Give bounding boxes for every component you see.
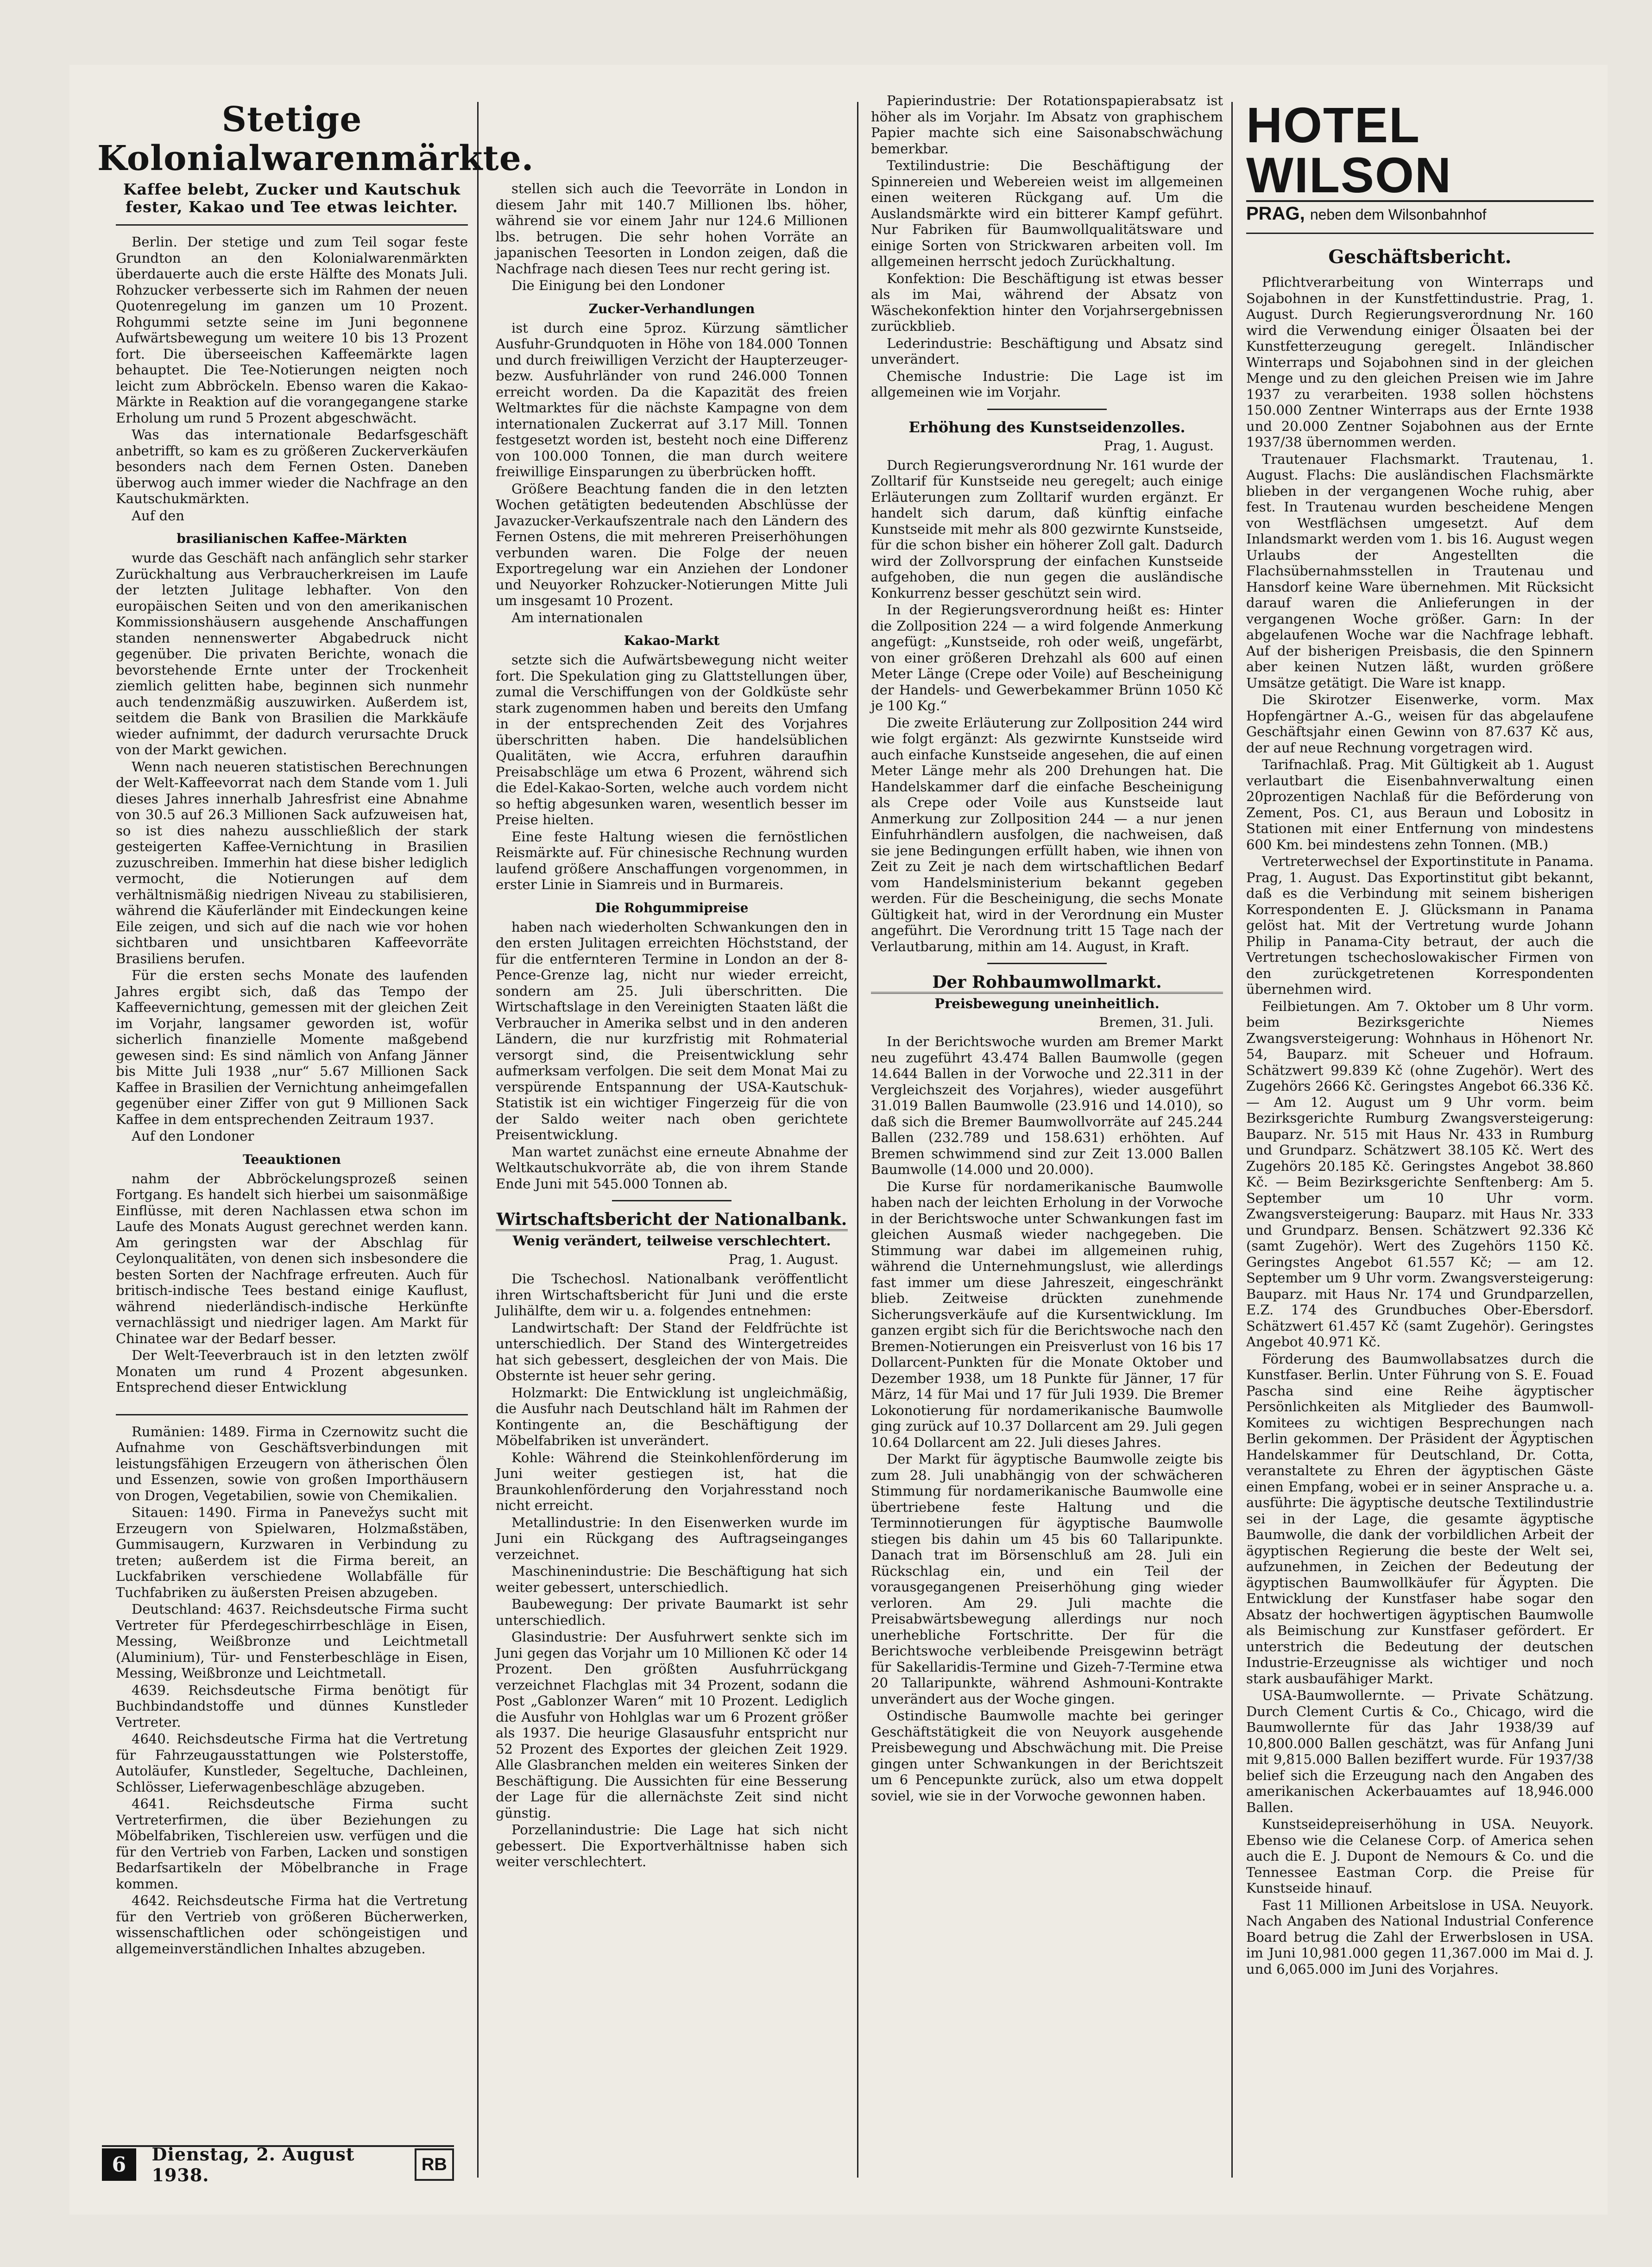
page-footer (102, 2144, 454, 2185)
paragraph: wurde das Geschäft nach anfänglich sehr starker Zurückhaltung aus Verbraucherkreisen im Laufe der letzten Julitage lebhafter. Von den europäischen Seiten und von den amerikanischen Kommissionshäusern ausgehende Anschaffungen standen nennenswerter Abgabedruck nicht gegenüber. Die privaten Berichte, wonach die bevorstehende Ernte unter der Trockenheit ziemlich gelitten habe, beginnen sich nunmehr auch tendenzmäßig auszuwirken. Außerdem ist, seitdem die Bank von Brasilien die Markkäufe wieder aufnimmt, der dadurch verursachte Druck von der Markt gewichen. (116, 550, 468, 758)
section-title: Erhöhung des Kunstseidenzolles. (908, 418, 1185, 436)
paragraph: Die zweite Erläuterung zur Zollposition 244 wird wie folgt ergänzt: Als gezwirnte Kunstseide wird auch einfache Kunstseide angesehen, die auf einen Meter Länge mehr als 200 Drehungen hat. Die Handelskammer darf die einfache Bescheinigung als Crepe oder Voile aus Kunstseide laut Anmerkung zur Zollposition 244 — a nur jenen Einfuhrhändlern ausfolgen, die nachweisen, daß sie jene Bedingungen erfüllt haben, wie ihnen von Zeit zu Zeit je nach dem wirtschaftlichen Bedarf vom Handelsministerium bekannt gegeben werden. Für die Bescheinigung, die sechs Monate Gültigkeit hat, wird in der Verordnung ein Muster angeführt. Die Verordnung tritt 15 Tage nach der Verlautbarung, mithin am 14. August, in Kraft. (871, 714, 1223, 954)
section-title: Wirtschaftsbericht der Nationalbank. (496, 1210, 848, 1231)
divider (1246, 233, 1594, 234)
paragraph: Baubewegung: Der private Baumarkt ist sehr unterschiedlich. (496, 1596, 848, 1628)
paragraph: nahm der Abbröckelungsprozeß seinen Fortgang. Es handelt sich hierbei um saisonmäßige Einflüsse, mit deren Nachlassen etwa schon im Laufe des Monats August gerechnet werden kann. Am geringsten war der Abschlag für Ceylonqualitäten, von denen sich insbesondere die besten Sorten der Nachfrage erfreuten. Auch für britisch-indische Tees bestand einige Kauflust, während niederländisch-indische Herkünfte vernachlässigt und niedriger lagen. Am Markt für Chinatee war der Bedarf besser. (116, 1170, 468, 1346)
article-subtitle: Kaffee belebt, Zucker und Kautschuk fester, Kakao und Tee etwas leichter. (123, 180, 461, 216)
paragraph: Feilbietungen. Am 7. Oktober um 8 Uhr vorm. beim Bezirksgerichte Niemes Zwangsversteigerung: Wohnhaus in Höhenort Nr. 54, Bauparz. mit Scheuer und Hofraum. Schätzwert 99.839 Kč (ohne Zugehör). Wert des Zugehörs 2666 Kč. Geringstes Angebot 66.336 Kč. — Am 12. August um 9 Uhr vorm. beim Bezirksgerichte Rumburg Zwangsversteigerung: Bauparz. Nr. 515 mit Haus Nr. 433 in Rumburg und Grundparz. Schätzwert 38.105 Kč. Wert des Zugehörs 20.185 Kč. Geringstes Angebot 38.860 Kč. — Beim Bezirksgerichte Senftenberg: Am 5. September um 10 Uhr vorm. Zwangsversteigerung: Bauparz. mit Haus Nr. 333 und Grundparz. Bensen. Schätzwert 92.336 Kč (samt Zugehör). Wert des Zugehörs 1150 Kč. Geringstes Angebot 61.557 Kč; — am 12. September um 9 Uhr vorm. Zwangsversteigerung: Bauparz. mit Haus Nr. 174 und Grundparzellen, E.Z. 174 des Grundbuches Ober-Ebersdorf. Schätzwert 61.457 Kč (samt Zugehör). Geringstes Angebot 40.971 Kč. (1246, 998, 1594, 1350)
paragraph: Wenn nach neueren statistischen Berechnungen der Welt-Kaffeevorrat nach dem Stande vom 1. Juli dieses Jahres innerhalb Jahresfrist eine Abnahme von 30.5 auf 26.3 Millionen Sack aufzuweisen hat, so ist dies nahezu ausschließlich der stark gesteigerten Kaffee-Vernichtung in Brasilien zuzuschreiben. Immerhin hat diese bisher lediglich vermocht, die Notierungen auf dem verhältnismäßig niedrigen Niveau zu stabilisieren, während die Käuferländer mit Eindeckungen keine Eile zeigen, und sich auf die nach wie vor hohen sichtbaren und unsichtbaren Kaffeevorräte Brasiliens berufen. (116, 758, 468, 966)
article-title: Stetige Kolonialwarenmärkte. (97, 100, 534, 178)
paragraph: Auf den Londoner (132, 1128, 254, 1144)
section-subtitle: Preisbewegung uneinheitlich. (934, 996, 1160, 1011)
publisher-logo: RB (415, 2148, 454, 2181)
trade-notice: 4641. Reichsdeutsche Firma sucht Vertreterfirmen, die über Beziehungen zu Möbelfabriken, Tischlereien usw. verfügen und die für den Vertrieb von Farben, Lacken und sonstigen Bedarfsartikeln der Möbelbranche in Frage kommen. (116, 1796, 468, 1892)
dateline: Prag, 1. August. (728, 1251, 839, 1267)
paragraph: Lederindustrie: Beschäftigung und Absatz sind unverändert. (871, 335, 1223, 367)
trade-notice: Rumänien: 1489. Firma in Czernowitz sucht die Aufnahme von Geschäftsverbindungen mit leistungsfähigen Erzeugern von ätherischen Ölen und Essenzen, sowie von großen Importhäusern von Drogen, Vegetabilien, sowie von Chemikalien. (116, 1423, 468, 1503)
section-title: Der Rohbaumwollmarkt. (871, 972, 1223, 994)
hotel-advertisement (1246, 97, 1594, 224)
subheading: brasilianischen Kaffee-Märkten (177, 531, 407, 546)
paragraph: Porzellanindustrie: Die Lage hat sich nicht gebessert. Die Exportverhältnisse haben sich weiter verschlechtert. (496, 1822, 848, 1869)
paragraph: haben nach wiederholten Schwankungen den in den ersten Julitagen erreichten Höchststand, der für die entfernteren Termine in London an der 8-Pence-Grenze lag, nicht nur wieder erreicht, sondern am 25. Juli überschritten. Die Wirtschaftslage in den Vereinigten Staaten läßt die Verbraucher in Amerika selbst und in den anderen Ländern, die nur kurzfristig mit Rohmaterial versorgt sind, die Preisentwicklung sehr aufmerksam verfolgen. Die seit dem Monat Mai zu verspürende Entspannung der USA-Kautschuk-Statistik ist ein wichtiger Fingerzeig für die von der Saldo weiter nach oben gerichtete Preisentwicklung. (496, 919, 848, 1143)
divider (612, 1200, 731, 1201)
paragraph: Förderung des Baumwollabsatzes durch die Kunstfaser. Berlin. Unter Führung von S. E. Fouad Pascha sind eine Reihe ägyptischer Persönlichkeiten als Mitglieder des Baumwoll-Komitees zu wichtigen Besprechungen nach Berlin gekommen. Der Präsident der Ägyptischen Handelskammer für Deutschland, Dr. Cotta, veranstaltete zu Ehren der ägyptischen Gäste einen Empfang, wobei er in seiner Ansprache u. a. ausführte: Die ägyptische deutsche Textilindustrie sei in der Lage, die gesamte ägyptische Baumwolle, die dank der vorbildlichen Arbeit der ägyptischen Regierung die beste der Welt sei, aufzunehmen, in Zeichen der Bedeutung der ägyptischen Baumwollkäufer für Ägypten. Die Entwicklung der Kunstfaser habe sogar den Absatz der hochwertigen ägyptischen Baumwolle als Beimischung zur Kunstfaser gefördert. Er unterstrich die Bedeutung der deutschen Industrie-Erzeugnisse als wichtiger und noch stark ausbaufähiger Markt. (1246, 1351, 1594, 1686)
paragraph: Größere Beachtung fanden die in den letzten Wochen getätigten bedeutenden Abschlüsse der Javazucker-Verkaufszentrale nach den Ländern des Fernen Ostens, die mit mehreren Preiserhöhungen verbunden waren. Die Folge der neuen Exportregelung war ein Anziehen der Londoner und Neuyorker Rohzucker-Notierungen Mitte Juli um insgesamt 10 Prozent. (496, 480, 848, 608)
paragraph: Textilindustrie: Die Beschäftigung der Spinnereien und Webereien weist im allgemeinen einen weiteren Rückgang auf. Um die Auslandsmärkte wird ein bitterer Kampf geführt. Nur Fabriken für Baumwollqualitätsware und einige Sorten von Strickwaren arbeiten voll. Im allgemeinen herrscht jedoch Zurückhaltung. (871, 158, 1223, 269)
trade-notice: Sitauen: 1490. Firma in Panevežys sucht mit Erzeugern von Spielwaren, Holzmaßstäben, Gummisaugern, Kurzwaren in Verbindung zu treten; außerdem ist die Firma bereit, an Luckfabriken verschiedene Wollabfälle für Tuchfabriken zu äußersten Preisen abzugeben. (116, 1504, 468, 1600)
paragraph: Landwirtschaft: Der Stand der Feldfrüchte ist unterschiedlich. Der Stand des Wintergetreides hat sich gebessert, desgleichen der von Mais. Die Obsternte ist heuer sehr gering. (496, 1320, 848, 1383)
report-title: Geschäftsbericht. (1328, 246, 1512, 268)
paragraph: Die Skirotzer Eisenwerke, vorm. Max Hopfengärtner A.-G., weisen für das abgelaufene Geschäftsjahr einen Gewinn von 87.637 Kč aus, der auf neue Rechnung vorgetragen wird. (1246, 692, 1594, 756)
hotel-tagline: neben dem Wilsonbahnhof (1310, 206, 1487, 223)
paragraph: In der Regierungsverordnung heißt es: Hinter die Zollposition 224 — a wird folgende Anmerkung angefügt: „Kunstseide, roh oder weiß, ungefärbt, von einer größeren Drehzahl als 600 auf einen Meter Länge (Crepe oder Voile) auf Bescheinigung der Handels- und Gewerbekammer Brünn 1050 Kč je 100 Kg.“ (871, 602, 1223, 714)
paragraph: Ostindische Baumwolle machte bei geringer Geschäftstätigkeit die von Neuyork ausgehende Preisbewegung und Abschwächung mit. Die Preise gingen unter Schwankungen in der Berichtszeit um 6 Pencepunkte zurück, also um etwa doppelt soviel, wie sie in der Vorwoche gewonnen haben. (871, 1708, 1223, 1804)
issue-date: Dienstag, 2. August 1938. (151, 2144, 355, 2185)
paragraph: Die Tschechosl. Nationalbank veröffentlicht ihren Wirtschaftsbericht für Juni und die erste Julihälfte, dem wir u. a. folgendes entnehmen: (496, 1271, 848, 1319)
hotel-address (1246, 200, 1594, 224)
column-4 (1246, 97, 1594, 2145)
paragraph: Für die ersten sechs Monate des laufenden Jahres ergibt sich, daß das Tempo der Kaffeevernichtung, gemessen mit der gleichen Zeit im Vorjahr, langsamer geworden ist, wofür sicherlich finanzielle Momente maßgebend gewesen sind: Es sind nämlich von Anfang Jänner bis Mitte Juli 1938 „nur“ 5.67 Millionen Sack Kaffee in Brasilien der Vernichtung anheimgefallen gegenüber einer Ziffer von gut 9 Millionen Sack Kaffee in dem entsprechenden Zeitraum 1937. (116, 967, 468, 1127)
divider (116, 224, 468, 226)
paragraph: Kunstseidepreiserhöhung in USA. Neuyork. Ebenso wie die Celanese Corp. of America sehen auch die E. J. Dupont de Nemours & Co. und die Tennessee Eastman Corp. die Preise für Kunstseide hinauf. (1246, 1816, 1594, 1896)
paragraph: Die Kurse für nordamerikanische Baumwolle haben nach der leichten Erholung in der Vorwoche in der Berichtswoche unter Schwankungen fast im gleichen Ausmaß wieder nachgegeben. Die Stimmung war dabei im allgemeinen ruhig, während die Unternehmungslust, wie allerdings fast immer um diese Jahreszeit, eingeschränkt blieb. Zeitweise drückten zunehmende Sicherungsverkäufe auf die Kursentwicklung. Im ganzen ergibt sich für die Berichtswoche nach den Bremen-Notierungen ein Preisverlust von 16 bis 17 Dollarcent-Punkten für die Monate Oktober und Dezember 1938, um 18 Punkte für Jänner, 17 für März, 14 für Mai und 17 für Juli 1939. Die Bremer Lokonotierung für nordamerikanische Baumwolle ging zurück auf 10.37 Dollarcent am 29. Juli gegen 10.64 Dollarcent am 22. Juli dieses Jahres. (871, 1178, 1223, 1450)
paragraph: Die Einigung bei den Londoner (511, 278, 725, 293)
paragraph: USA-Baumwollernte. — Private Schätzung. Durch Clement Curtis & Co., Chicago, wird die Baumwollernte für das Jahr 1938/39 auf 10,800.000 Ballen geschätzt, was für Anfang Juni mit 9,815.000 Ballen beziffert wurde. Für 1937/38 belief sich die Erzeugung nach den Angaben des amerikanischen Ackerbauamtes auf 18,946.000 Ballen. (1246, 1687, 1594, 1815)
paragraph: Kohle: Während die Steinkohlenförderung im Juni weiter gestiegen ist, hat die Braunkohlenförderung den Vorjahresstand noch nicht erreicht. (496, 1449, 848, 1513)
paragraph: Durch Regierungsverordnung Nr. 161 wurde der Zolltarif für Kunstseide neu geregelt; auch einige Erläuterungen zum Zolltarif wurden ergänzt. Er handelt sich darum, daß künftig einfache Kunstseide mit mehr als 800 gezwirnte Kunstseide, für die schon bisher ein höherer Zoll galt. Dadurch wird der Zollvorsprung der einfachen Kunstseide aufgehoben, die nun gegen die ausländische Konkurrenz besser geschützt sein wird. (871, 457, 1223, 601)
paragraph: Glasindustrie: Der Ausfuhrwert senkte sich im Juni gegen das Vorjahr um 10 Millionen Kč oder 14 Prozent. Den größten Ausfuhrrückgang verzeichnet Flachglas mit 34 Prozent, sodann die Post „Gablonzer Waren“ mit 10 Prozent. Lediglich die Ausfuhr von Hohlglas war um 6 Prozent größer als 1937. Die heurige Glasausfuhr entspricht nur 52 Prozent des Exportes der gleichen Zeit 1929. Alle Glasbranchen melden ein weiteres Sinken der Beschäftigung. Die Aussichten für eine Besserung der Lage für die allernächste Zeit sind nicht günstig. (496, 1629, 848, 1821)
column-rule (477, 102, 479, 2178)
paragraph: Der Welt-Teeverbrauch ist in den letzten zwölf Monaten um rund 4 Prozent abgesunken. Entsprechend dieser Entwicklung (116, 1347, 468, 1395)
column-rule (857, 102, 858, 2178)
paragraph: Berlin. Der stetige und zum Teil sogar feste Grundton an den Kolonialwarenmärkten überdauerte auch die erste Hälfte des Monats Juli. Rohzucker verbesserte sich im Rahmen der neuen Quotenregelung im ganzen um 10 Prozent. Rohgummi setzte seine im Juni begonnene Aufwärtsbewegung um weitere 10 bis 13 Prozent fort. Die überseeischen Kaffeemärkte lagen behauptet. Die Tee-Notierungen neigten noch leicht zum Abbröckeln. Ebenso waren die Kakao-Märkte in Reaktion auf die vorangegangene starke Erholung um rund 5 Prozent abgeschwächt. (116, 234, 468, 426)
paragraph: ist durch eine 5proz. Kürzung sämtlicher Ausfuhr-Grundquoten in Höhe von 184.000 Tonnen und durch freiwilligen Verzicht der Haupterzeuger- bezw. Ausfuhrländer von rund 246.000 Tonnen erreicht worden. Da die Kapazität des freien Weltmarktes für die nächste Kampagne von dem internationalen Zuckerrat auf 3.17 Mill. Tonnen festgesetzt worden ist, besteht noch eine Differenz von 100.000 Tonnen, die man durch weitere freiwillige Einsparungen zu überbrücken hofft. (496, 320, 848, 480)
trade-notice: 4639. Reichsdeutsche Firma benötigt für Buchbindandstoffe und dünnes Kunstleder Vertreter. (116, 1682, 468, 1730)
column-3 (871, 93, 1223, 2141)
trade-notice: 4640. Reichsdeutsche Firma hat die Vertretung für Fahrzeugausstattungen wie Polsterstoffe, Autoläufer, Kunstleder, Segeltuche, Dachleinen, Schlösser, Lieferwagenbeschläge abzugeben. (116, 1731, 468, 1795)
subheading: Teeauktionen (243, 1151, 341, 1167)
subheading: Die Rohgummipreise (595, 900, 749, 916)
paragraph: Eine feste Haltung wiesen die fernöstlichen Reismärkte auf. Für chinesische Rechnung wurden laufend größere Anschaffungen vorgenommen, in erster Linie in Siamreis und in Burmareis. (496, 828, 848, 892)
paragraph: Was das internationale Bedarfsgeschäft anbetrifft, so kam es zu größeren Zuckerverkäufen besonders nach dem Fernen Osten. Daneben überwog auch immer wieder die Nachfrage an den Kautschukmärkten. (116, 427, 468, 506)
paragraph: setzte sich die Aufwärtsbewegung nicht weiter fort. Die Spekulation ging zu Glattstellungen über, zumal die Verschiffungen von der Goldküste sehr stark zugenommen haben und bereits den Umfang in der entsprechenden Zeit des Vorjahres überschritten haben. Die handelsüblichen Qualitäten, wie Accra, erfuhren daraufhin Preisabschläge um etwa 6 Prozent, während sich die Edel-Kakao-Sorten, welche auch vordem nicht so heftig abgesunken waren, wesentlich besser im Preise hielten. (496, 652, 848, 827)
subheading: Kakao-Markt (624, 633, 720, 648)
newspaper-page (69, 65, 1608, 2215)
paragraph: Pflichtverarbeitung von Winterraps und Sojabohnen in der Kunstfettindustrie. Prag, 1. August. Durch Regierungsverordnung Nr. 160 wird die Verwendung einiger Ölsaaten bei der Kunstfetterzeugung geregelt. Inländischer Winterraps und Sojabohnen sind in der gleichen Menge und zu den gleichen Preisen wie im Jahre 1937 zu verarbeiten. 1938 sollen höchstens 150.000 Zentner Winterraps aus der Ernte 1938 und 20.000 Zentner Sojabohnen aus der Ernte 1937/38 übernommen werden. (1246, 274, 1594, 450)
paragraph: Fast 11 Millionen Arbeitslose in USA. Neuyork. Nach Angaben des National Industrial Conference Board betrug die Zahl der Erwerbslosen in USA. im Juni 10,981.000 gegen 11,367.000 im Mai d. J. und 6,065.000 im Juni des Vorjahres. (1246, 1897, 1594, 1977)
paragraph: Chemische Industrie: Die Lage ist im allgemeinen wie im Vorjahr. (871, 368, 1223, 400)
paragraph: Holzmarkt: Die Entwicklung ist ungleichmäßig, die Ausfuhr nach Deutschland hält im Rahmen der Kontingente an, die Beschäftigung der Möbelfabriken ist unverändert. (496, 1384, 848, 1448)
paragraph: Der Markt für ägyptische Baumwolle zeigte bis zum 28. Juli unabhängig von der schwächeren Stimmung für nordamerikanische Baumwolle eine übertriebene feste Haltung und die Terminnotierungen für ägyptische Baumwolle stiegen bis dahin um 45 bis 60 Tallaripunkte. Danach trat im Börsenschluß am 28. Juli ein Rückschlag ein, und ein Teil der vorausgegangenen Preiserhöhung ging wieder verloren. Am 29. Juli machte die Preisabwärtsbewegung allerdings nur noch unerhebliche Fortschritte. Der für die Berichtswoche verbleibende Preisgewinn beträgt für Sakellaridis-Termine und Gizeh-7-Termine etwa 20 Tallaripunkte, während Ashmouni-Kontrakte unverändert aus der Woche gingen. (871, 1451, 1223, 1707)
trade-notice: Deutschland: 4637. Reichsdeutsche Firma sucht Vertreter für Pferdegeschirrbeschläge in Eisen, Messing, Weißbronze und Leichtmetall (Aluminium), Tür- und Fensterbeschläge in Eisen, Messing, Weißbronze und Leichtmetall. (116, 1601, 468, 1681)
paragraph: Papierindustrie: Der Rotationspapierabsatz ist höher als im Vorjahr. Im Absatz von graphischem Papier machte sich eine Saisonabschwächung bemerkbar. (871, 93, 1223, 157)
paragraph: Trautenauer Flachsmarkt. Trautenau, 1. August. Flachs: Die ausländischen Flachsmärkte blieben in der vergangenen Woche ruhig, aber fest. In Trautenau wurden bescheidene Mengen von Westflächsen umgesetzt. Auf dem Inlandsmarkt werden vom 1. bis 16. August wegen Urlaubs der Angestellten die Flachsübernahmsstellen in Trautenau und Hansdorf keine Ware übernehmen. Mit Rücksicht darauf waren die Anlieferungen in der vergangenen Woche größer. Garn: In der abgelaufenen Woche war die Nachfrage lebhaft. Auf der bisherigen Preisbasis, die den Spinnern aber keinen Nutzen läßt, wurden größere Umsätze getätigt. Die Ware ist knapp. (1246, 451, 1594, 691)
divider (987, 963, 1107, 964)
divider (987, 409, 1107, 410)
divider (116, 1414, 468, 1415)
paragraph: Am internationalen (511, 609, 643, 625)
dateline: Bremen, 31. Juli. (1099, 1014, 1214, 1030)
column-1 (97, 93, 534, 2131)
column-2 (496, 181, 848, 2136)
hotel-name: HOTEL WILSON (1246, 97, 1452, 203)
subheading: Zucker-Verhandlungen (588, 301, 755, 316)
paragraph: In der Berichtswoche wurden am Bremer Markt neu zugeführt 43.474 Ballen Baumwolle (gegen 14.644 Ballen in der Vorwoche und 22.311 in der Vergleichszeit des Vorjahres), wieder ausgeführt 31.019 Ballen Baumwolle (23.916 und 14.010), so daß sich die Bremer Baumwollvorräte auf 245.244 Ballen (232.789 und 158.631) erhöhten. Auf Bremen schwimmend sind zur Zeit 13.000 Ballen Baumwolle (14.000 und 20.000). (871, 1034, 1223, 1177)
column-rule (1231, 102, 1233, 2178)
paragraph: Auf den (132, 507, 184, 524)
paragraph: Maschinenindustrie: Die Beschäftigung hat sich weiter gebessert, unterschiedlich. (496, 1563, 848, 1595)
section-subtitle: Wenig verändert, teilweise verschlechtert. (512, 1233, 831, 1249)
dateline: Prag, 1. August. (1103, 437, 1214, 454)
paragraph: Metallindustrie: In den Eisenwerken wurde im Juni ein Rückgang des Auftragseinganges verzeichnet. (496, 1514, 848, 1562)
paragraph: Konfektion: Die Beschäftigung ist etwas besser als im Mai, während der Absatz von Wäschekonfektion hinter den Vorjahrsergebnissen zurückblieb. (871, 270, 1223, 334)
paragraph: stellen sich auch die Teevorräte in London in diesem Jahr mit 140.7 Millionen lbs. höher, während sie vor einem Jahr nur 124.6 Millionen lbs. betrugen. Die sehr hohen Vorräte an japanischen Teesorten in London zeigen, daß die Nachfrage nach diesen Tees nur recht gering ist. (496, 181, 848, 277)
paragraph: Vertreterwechsel der Exportinstitute in Panama. Prag, 1. August. Das Exportinstitut gibt bekannt, daß es die Verbindung mit seinem bisherigen Korrespondenten E. J. Glücksmann in Panama gelöst hat. Mit der Vertretung wurde Johann Philip in Panama-City betraut, der auch die Vertretungen tschechoslowakischer Firmen von den zurückgetretenen Korrespondenten übernehmen wird. (1246, 853, 1594, 997)
page-number: 6 (102, 2148, 136, 2181)
trade-notice: 4642. Reichsdeutsche Firma hat die Vertretung für den Vertrieb von größeren Bücherwerken, wissenschaftlichen oder schöngeistigen und allgemeinverständlichen Inhaltes abzugeben. (116, 1893, 468, 1957)
hotel-city: PRAG, (1246, 203, 1305, 224)
paragraph: Man wartet zunächst eine erneute Abnahme der Weltkautschukvorräte ab, die von ihrem Stande Ende Juni mit 545.000 Tonnen ab. (496, 1143, 848, 1192)
paragraph: Tarifnachlaß. Prag. Mit Gültigkeit ab 1. August verlautbart die Eisenbahnverwaltung einen 20prozentigen Nachlaß für die Beförderung von Zement, Pos. C1, aus Beraun und Lobositz in Stationen mit einer Entfernung von mindestens 600 Km. bei mindestens zehn Tonnen. (MB.) (1246, 757, 1594, 852)
